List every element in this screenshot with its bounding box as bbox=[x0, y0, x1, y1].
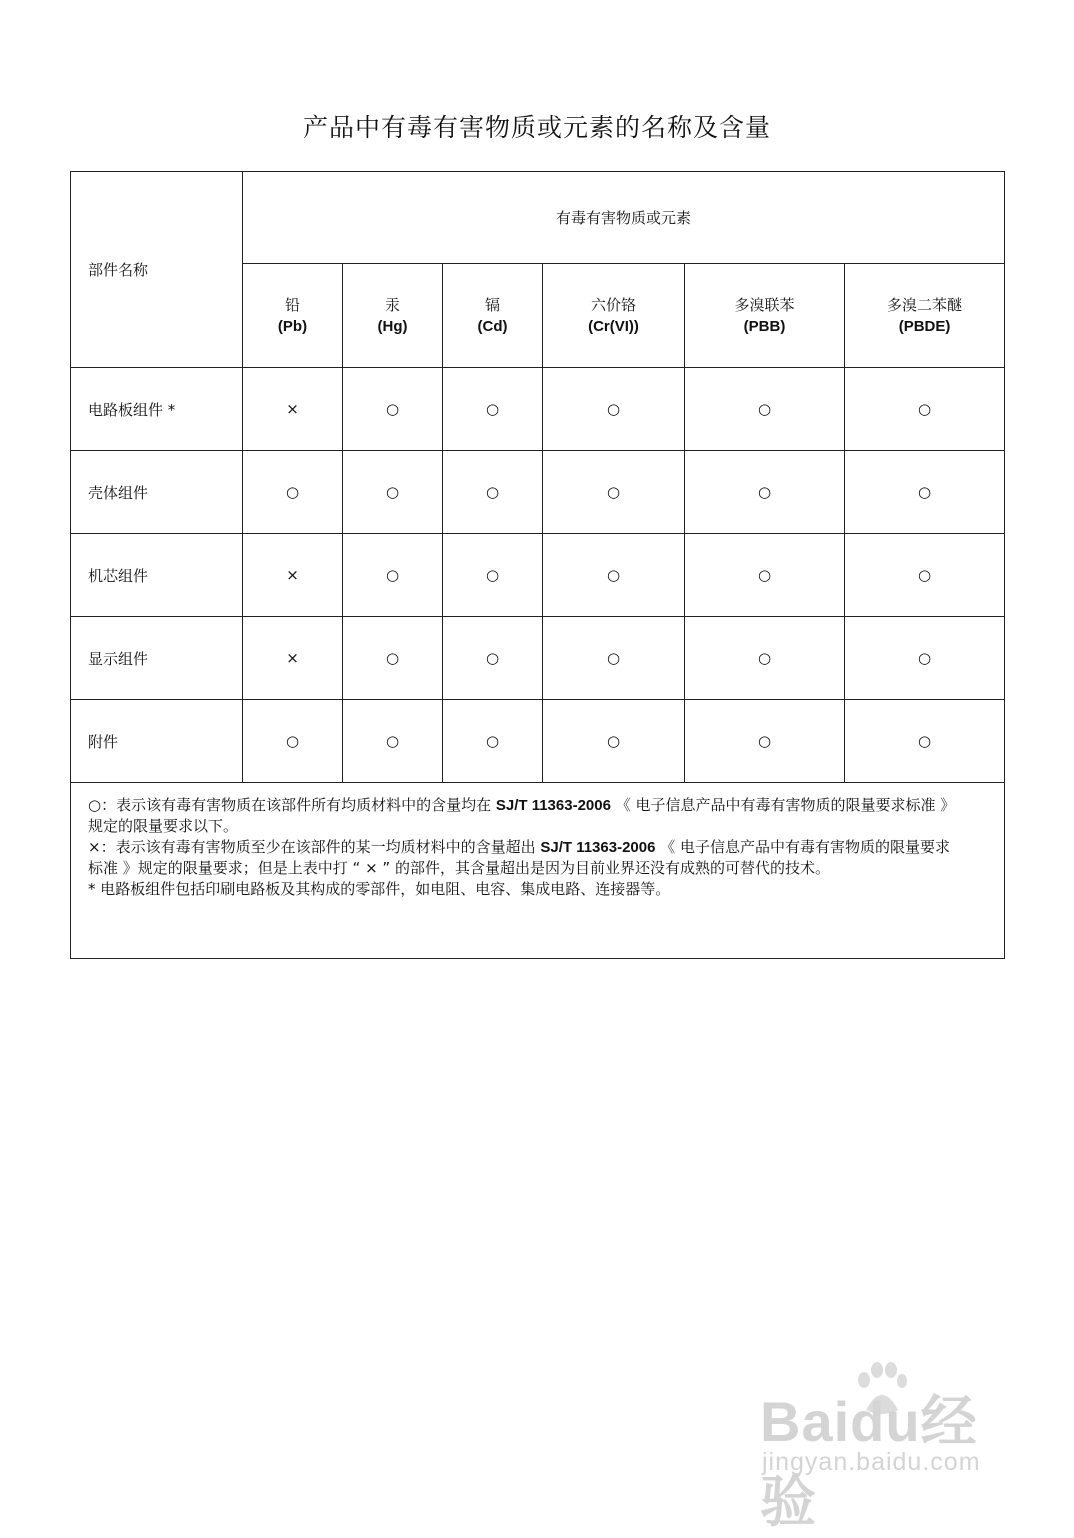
part-name-header: 部件名称 bbox=[71, 172, 243, 368]
substances-group-header: 有毒有害物质或元素 bbox=[243, 172, 1005, 264]
compliance-mark: × bbox=[243, 368, 343, 451]
compliance-mark: ○ bbox=[243, 700, 343, 783]
compliance-mark: ○ bbox=[443, 534, 543, 617]
compliance-mark: ○ bbox=[543, 451, 685, 534]
compliance-mark: ○ bbox=[343, 451, 443, 534]
part-name: 机芯组件 bbox=[71, 534, 243, 617]
compliance-mark: ○ bbox=[443, 617, 543, 700]
substance-header: 镉 (Cd) bbox=[443, 264, 543, 368]
compliance-mark: ○ bbox=[543, 534, 685, 617]
compliance-mark: ○ bbox=[685, 700, 845, 783]
compliance-mark: ○ bbox=[243, 451, 343, 534]
compliance-mark: ○ bbox=[845, 451, 1005, 534]
table-row bbox=[71, 368, 1005, 451]
part-name: 壳体组件 bbox=[71, 451, 243, 534]
substance-header: 多溴联苯 (PBB) bbox=[685, 264, 845, 368]
table-row bbox=[71, 617, 1005, 700]
compliance-mark: ○ bbox=[443, 700, 543, 783]
compliance-mark: ○ bbox=[543, 617, 685, 700]
note-circle: ○：表示该有毒有害物质在该部件所有均质材料中的含量均在 SJ/T 11363-2006 《 电子信息产品中有毒有害物质的限量要求标准 》规定的限量要求以下。 bbox=[88, 796, 956, 835]
note-asterisk: * 电路板组件包括印刷电路板及其构成的零部件，如电阻、电容、集成电路、连接器等。 bbox=[88, 880, 671, 898]
hazardous-substances-table bbox=[70, 171, 1005, 959]
compliance-mark: ○ bbox=[845, 368, 1005, 451]
substance-header: 多溴二苯醚 (PBDE) bbox=[845, 264, 1005, 368]
compliance-mark: ○ bbox=[845, 534, 1005, 617]
part-name: 电路板组件 * bbox=[71, 368, 243, 451]
compliance-mark: ○ bbox=[685, 534, 845, 617]
compliance-mark: × bbox=[243, 534, 343, 617]
baidu-jingyan-watermark bbox=[760, 1360, 1030, 1533]
part-name: 附件 bbox=[71, 700, 243, 783]
watermark-url: jingyan.baidu.com bbox=[762, 1448, 981, 1476]
page-title: 产品中有毒有害物质或元素的名称及含量 bbox=[302, 113, 771, 142]
substance-header: 六价铬 (Cr(VI)) bbox=[543, 264, 685, 368]
compliance-mark: ○ bbox=[343, 700, 443, 783]
compliance-mark: ○ bbox=[685, 617, 845, 700]
compliance-mark: ○ bbox=[543, 700, 685, 783]
compliance-mark: ○ bbox=[343, 368, 443, 451]
compliance-mark: ○ bbox=[543, 368, 685, 451]
compliance-mark: ○ bbox=[343, 534, 443, 617]
legend-notes bbox=[71, 783, 1005, 959]
substance-header: 汞 (Hg) bbox=[343, 264, 443, 368]
compliance-mark: ○ bbox=[845, 700, 1005, 783]
compliance-mark: ○ bbox=[845, 617, 1005, 700]
compliance-mark: ○ bbox=[443, 451, 543, 534]
table-row bbox=[71, 534, 1005, 617]
compliance-mark: ○ bbox=[343, 617, 443, 700]
watermark-logo: Baidu经验 bbox=[760, 1390, 978, 1533]
note-cross: ×：表示该有毒有害物质至少在该部件的某一均质材料中的含量超出 SJ/T 11363-2006 《 电子信息产品中有毒有害物质的限量要求标准 》规定的限量要求；但是上表中打 “ × ” 的部件，其含量超出是因为目前业界还没有成熟的可替代的技术。 bbox=[88, 838, 950, 877]
substance-header: 铅 (Pb) bbox=[243, 264, 343, 368]
part-name: 显示组件 bbox=[71, 617, 243, 700]
compliance-mark: × bbox=[243, 617, 343, 700]
compliance-mark: ○ bbox=[685, 368, 845, 451]
compliance-mark: ○ bbox=[685, 451, 845, 534]
table-row bbox=[71, 700, 1005, 783]
table-row bbox=[71, 451, 1005, 534]
compliance-mark: ○ bbox=[443, 368, 543, 451]
